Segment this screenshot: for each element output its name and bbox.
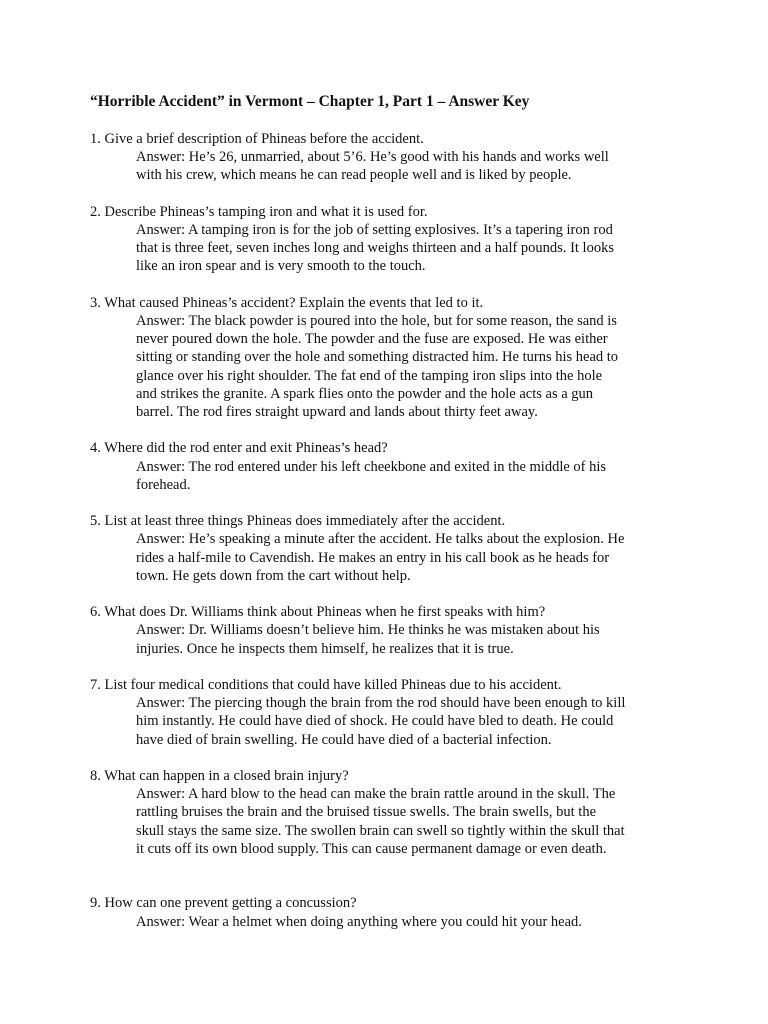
question-item-1 (90, 130, 690, 185)
question-item-3 (90, 294, 690, 421)
document-title: “Horrible Accident” in Vermont – Chapter 1, Part 1 – Answer Key (90, 93, 530, 110)
question-item-5 (90, 512, 690, 585)
question-text: 9. How can one prevent getting a concussion? (90, 895, 357, 912)
question-text: 7. List four medical conditions that could have killed Phineas due to his accident. (90, 677, 562, 693)
question-text: 6. What does Dr. Williams think about Phineas when he first speaks with him? (90, 604, 546, 621)
answer-text: Answer: He’s 26, unmarried, about 5’6. He’s good with his hands and works well with his crew, which means he can read people well and is liked by people. (136, 149, 609, 184)
question-text: 4. Where did the rod enter and exit Phineas’s head? (90, 440, 388, 457)
question-item-2 (90, 203, 690, 276)
question-item-7 (90, 676, 690, 749)
question-text: 2. Describe Phineas’s tamping iron and what it is used for. (90, 203, 428, 220)
question-item-8 (90, 767, 690, 858)
answer-text: Answer: A tamping iron is for the job of setting explosives. It’s a tapering iron rod that is three feet, seven inches long and weighs thirteen and a half pounds. It looks like an iron spear and is very smooth to the touch. (136, 222, 614, 275)
question-text: 5. List at least three things Phineas does immediately after the accident. (90, 513, 506, 530)
answer-text: Answer: He’s speaking a minute after the accident. He talks about the explosion. He rides a half-mile to Cavendish. He makes an entry in his call book as he heads for town. He gets down from the cart without help. (136, 531, 625, 584)
question-text: 3. What caused Phineas’s accident? Explain the events that led to it. (90, 294, 484, 311)
answer-text: Answer: The black powder is poured into the hole, but for some reason, the sand is never poured down the hole. The powder and the fuse are exposed. He was either sitting or standing over the hole and something distracted him. He turns his head to glance over his right shoulder. The fat end of the tamping iron slips into the hole and strikes the granite. A spark flies onto the powder and the hole acts as a gun barrel. The rod fires straight upward and lands about thirty feet away. (136, 313, 619, 421)
answer-text: Answer: The piercing though the brain from the rod should have been enough to kill him instantly. He could have died of shock. He could have bled to death. He could have died of brain swelling. He could have died of a bacterial infection. (136, 695, 626, 748)
question-text: 8. What can happen in a closed brain injury? (90, 768, 349, 784)
question-list (90, 130, 690, 931)
answer-text: Answer: The rod entered under his left cheekbone and exited in the middle of his forehead. (136, 458, 607, 493)
answer-text: Answer: A hard blow to the head can make the brain rattle around in the skull. The rattling bruises the brain and the bruised tissue swells. The brain swells, but the skull stays the same size. The swollen brain can swell so tightly within the skull that it cuts off its own blood supply. This can cause permanent damage or even death. (136, 786, 625, 857)
question-item-4 (90, 439, 690, 494)
question-item-9 (90, 894, 690, 930)
answer-text: Answer: Wear a helmet when doing anything where you could hit your head. (136, 913, 582, 930)
answer-text: Answer: Dr. Williams doesn’t believe him. He thinks he was mistaken about his injuries. Once he inspects them himself, he realizes that it is true. (136, 622, 600, 657)
question-item-6 (90, 603, 690, 658)
question-text: 1. Give a brief description of Phineas before the accident. (90, 131, 424, 147)
